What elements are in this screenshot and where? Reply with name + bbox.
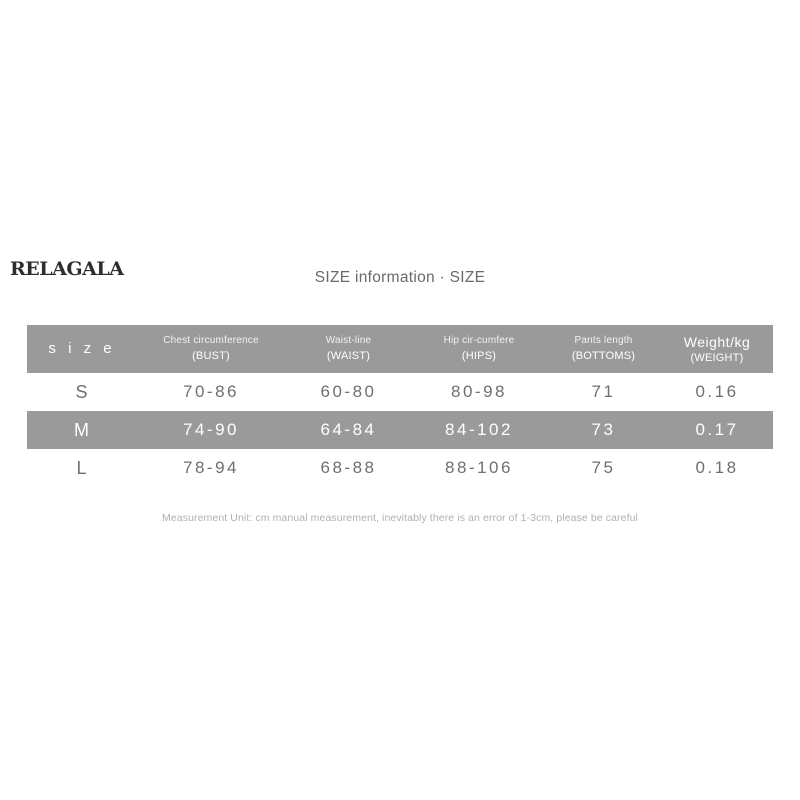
table-row xyxy=(27,411,773,449)
column-header-waist-line2: (WAIST) xyxy=(326,349,371,362)
brand-logo: RELAGALA xyxy=(10,258,124,280)
cell-bottoms: 71 xyxy=(591,382,616,401)
cell-size: M xyxy=(74,419,90,440)
cell-waist: 60-80 xyxy=(320,382,377,401)
measurement-note: Measurement Unit: cm manual measurement, inevitably there is an error of 1-3cm, please be careful xyxy=(162,512,638,524)
page-title: SIZE information · SIZE xyxy=(314,269,486,286)
column-header-hips-line1: Hip cir-cumfere xyxy=(443,335,515,347)
column-header-bust xyxy=(137,325,285,373)
column-header-weight-line2: (WEIGHT) xyxy=(690,351,744,364)
column-header-weight-line1: Weight/kg xyxy=(683,333,751,350)
cell-bottoms: 73 xyxy=(591,420,616,439)
column-header-bottoms xyxy=(546,325,661,373)
table-header-row xyxy=(27,325,773,373)
cell-size: S xyxy=(75,381,89,402)
cell-bust: 70-86 xyxy=(183,382,239,401)
column-header-bust-line1: Chest circumference xyxy=(163,335,259,347)
cell-bust: 74-90 xyxy=(183,420,239,439)
cell-hips: 88-106 xyxy=(445,458,513,477)
size-information-table xyxy=(27,325,773,487)
cell-hips: 84-102 xyxy=(445,420,513,439)
column-header-waist-line1: Waist-line xyxy=(325,335,372,347)
column-header-weight xyxy=(661,325,773,373)
column-header-waist xyxy=(285,325,412,373)
cell-bottoms: 75 xyxy=(591,458,616,477)
cell-size: L xyxy=(76,457,88,478)
cell-weight: 0.16 xyxy=(695,382,739,401)
cell-waist: 64-84 xyxy=(320,420,377,439)
column-header-hips-line2: (HIPS) xyxy=(461,349,497,362)
column-header-bust-line2: (BUST) xyxy=(192,349,230,362)
cell-waist: 68-88 xyxy=(320,458,377,477)
column-header-size: s i z e xyxy=(48,340,116,358)
column-header-bottoms-line1: Pants length xyxy=(574,335,633,347)
cell-weight: 0.18 xyxy=(695,458,739,477)
column-header-bottoms-line2: (BOTTOMS) xyxy=(571,349,636,362)
cell-weight: 0.17 xyxy=(695,420,739,439)
table-row xyxy=(27,449,773,487)
table-row xyxy=(27,373,773,411)
column-header-hips xyxy=(412,325,546,373)
cell-bust: 78-94 xyxy=(183,458,239,477)
cell-hips: 80-98 xyxy=(451,382,507,401)
